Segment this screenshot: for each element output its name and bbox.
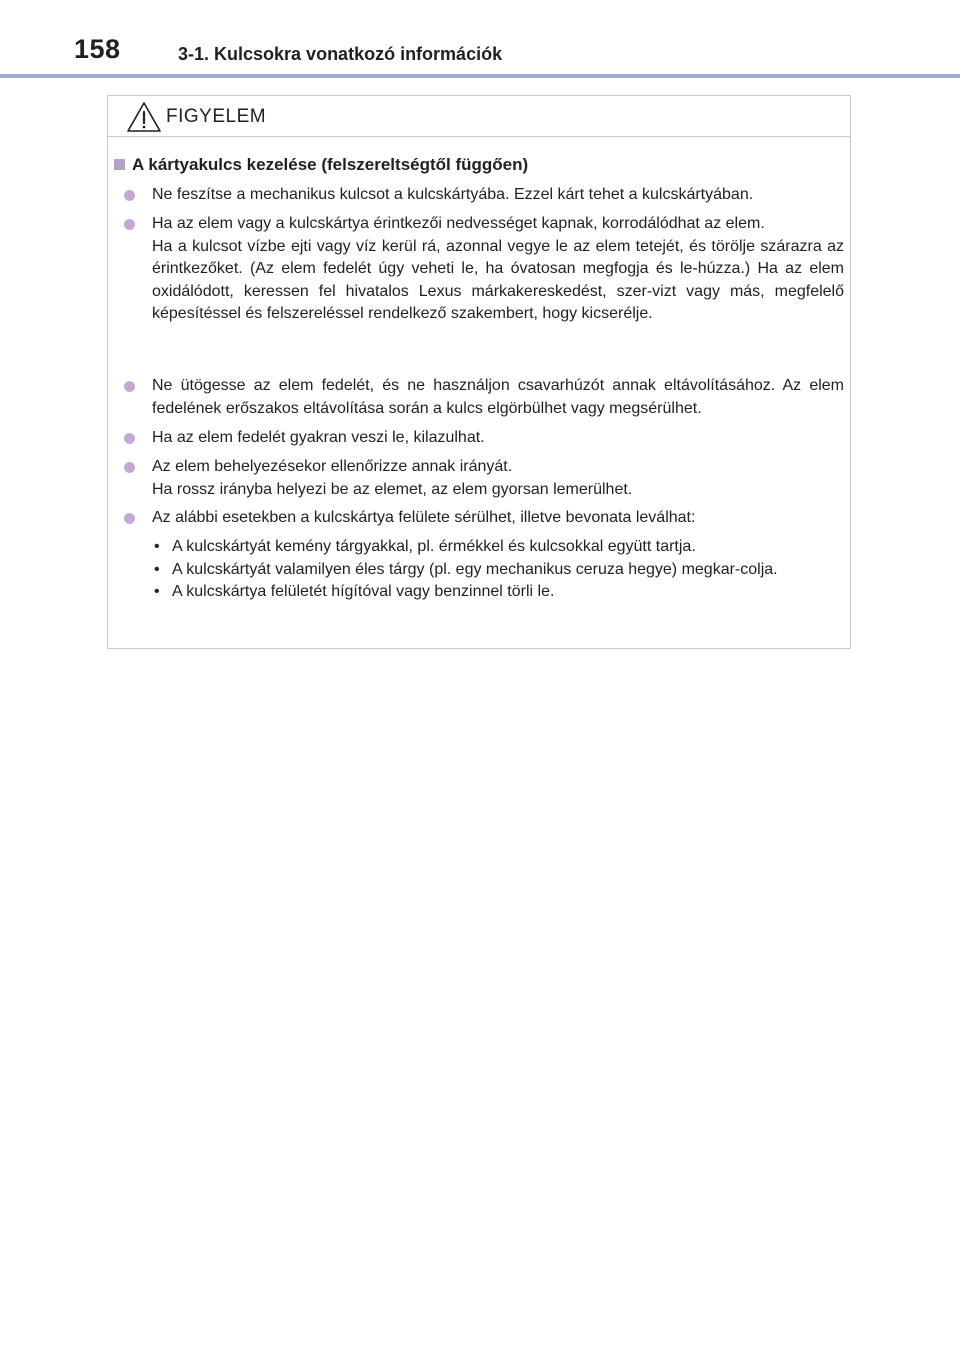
page-header [0, 0, 960, 78]
warning-label: FIGYELEM [166, 106, 267, 127]
warning-box [107, 95, 851, 649]
list-item [124, 507, 844, 530]
header-rule [0, 74, 960, 78]
list-item [124, 375, 844, 420]
warning-heading-text: A kártyakulcs kezelése (felszereltségtől függően) [132, 155, 529, 174]
item-text: Az alábbi esetekben a kulcskártya felülete sérülhet, illetve bevonata leválhat: [152, 509, 696, 526]
section-title: 3-1. Kulcsokra vonatkozó információk [178, 44, 503, 64]
sub-list-item [152, 536, 844, 559]
round-bullet-icon [124, 190, 135, 201]
list-item [124, 456, 844, 501]
list-item [124, 427, 844, 450]
sub-bullet: • [154, 538, 160, 555]
item-text: Ha az elem vagy a kulcskártya érintkezői nedvességet kapnak, korrodálódhat az elem. [152, 215, 765, 232]
item-text: Az elem behelyezésekor ellenőrizze annak irányát. [152, 458, 513, 475]
sub-item-text: A kulcskártyát valamilyen éles tárgy (pl. egy mechanikus ceruza hegye) megkar-colja. [172, 560, 778, 578]
list-item [124, 184, 844, 207]
round-bullet-icon [124, 513, 135, 524]
round-bullet-icon [124, 462, 135, 473]
item-text: Ne ütögesse az elem fedelét, és ne használjon csavarhúzót annak eltávolításához. Az elem fedelének erőszakos eltávolítása során a kulcs elgörbülhet vagy megsérülhet. [152, 377, 844, 417]
item-text: Ha az elem fedelét gyakran veszi le, kilazulhat. [152, 429, 485, 446]
sub-list [152, 536, 844, 604]
item-text: Ne feszítse a mechanikus kulcsot a kulcskártyába. Ezzel kárt tehet a kulcskártyában. [152, 186, 754, 203]
sub-bullet: • [154, 560, 160, 578]
sub-item-text: A kulcskártya felületét hígítóval vagy benzinnel törli le. [172, 583, 555, 600]
sub-list-item [152, 581, 844, 604]
warning-heading [114, 155, 528, 175]
sub-item-text: A kulcskártyát kemény tárgyakkal, pl. érmékkel és kulcsokkal együtt tartja. [172, 538, 696, 555]
item-text: Ha rossz irányba helyezi be az elemet, az elem gyorsan lemerülhet. [152, 480, 633, 498]
warning-header [108, 96, 850, 137]
sub-list-item [152, 559, 844, 582]
list-item [124, 213, 844, 326]
round-bullet-icon [124, 433, 135, 444]
sub-bullet: • [154, 583, 160, 600]
round-bullet-icon [124, 219, 135, 230]
page-number: 158 [74, 34, 121, 64]
item-text: Ha a kulcsot vízbe ejti vagy víz kerül rá, azonnal vegye le az elem tetejét, és törölje szárazra az érintkezőket. (Az elem fedelét úgy veheti le, ha óvatosan megfogja és le-húzza.) Ha az elem oxidálódott, keressen fel hivatalos Lexus márkakereskedést, szer-vizt vagy más, megfelelő képesítéssel és felszereléssel rendelkező szakembert, hogy kicserélje. [152, 237, 844, 322]
square-bullet-icon [114, 159, 125, 170]
round-bullet-icon [124, 381, 135, 392]
warning-triangle-icon [126, 101, 162, 133]
